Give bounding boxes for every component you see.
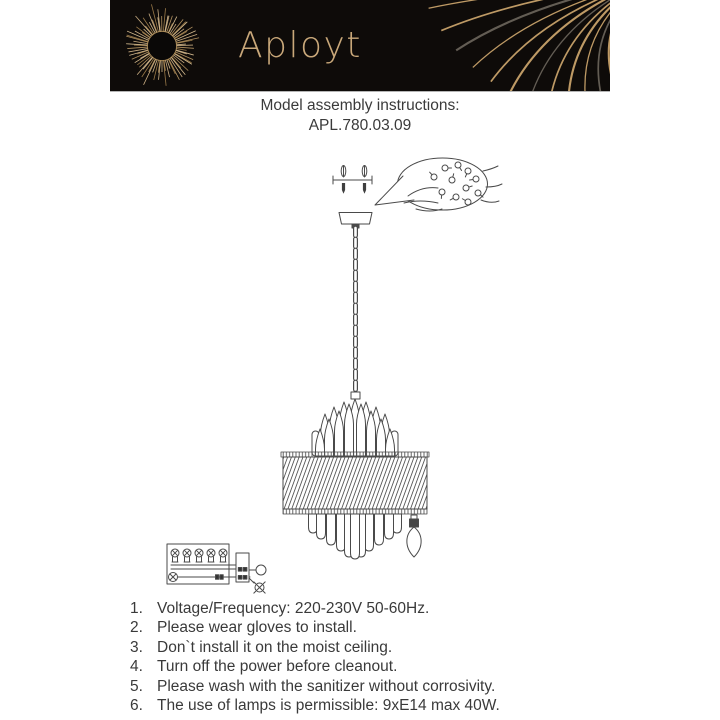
instruction-text: Voltage/Frequency: 220-230V 50-60Hz. [157, 600, 430, 617]
instruction-item [130, 618, 630, 637]
hanging-chain [351, 228, 360, 399]
instruction-number: 6. [130, 697, 143, 715]
instruction-item [130, 599, 630, 618]
instruction-number: 5. [130, 677, 143, 695]
brand-name: Aployt [238, 25, 362, 66]
page-title: Model assembly instructions: [260, 97, 460, 114]
instruction-number: 1. [130, 600, 143, 617]
instruction-number: 4. [130, 658, 143, 676]
instruction-number: 3. [130, 638, 143, 656]
instruction-text: Don`t install it on the moist ceiling. [157, 638, 393, 656]
instruction-text: Please wear gloves to install. [157, 619, 357, 637]
model-number: APL.780.03.09 [308, 117, 412, 134]
instruction-text: The use of lamps is permissible: 9xE14 max 40W. [157, 697, 500, 715]
wire-splice-callout-figure [375, 158, 502, 211]
instruction-item [130, 677, 630, 696]
instruction-item [130, 657, 630, 676]
drum-shade [283, 457, 427, 509]
instruction-list [130, 599, 630, 715]
instruction-item [130, 696, 630, 715]
mounting-screws-figure [333, 166, 372, 194]
instruction-text: Please wash with the sanitizer without corrosivity. [157, 677, 496, 695]
instruction-text: Turn off the power before cleanout. [157, 658, 398, 676]
instruction-number: 2. [130, 619, 143, 637]
candle-bulb-e14-figure [407, 515, 421, 557]
crystal-chandelier-figure [281, 399, 429, 559]
instruction-item [130, 638, 630, 657]
wiring-schematic-figure [167, 544, 266, 593]
